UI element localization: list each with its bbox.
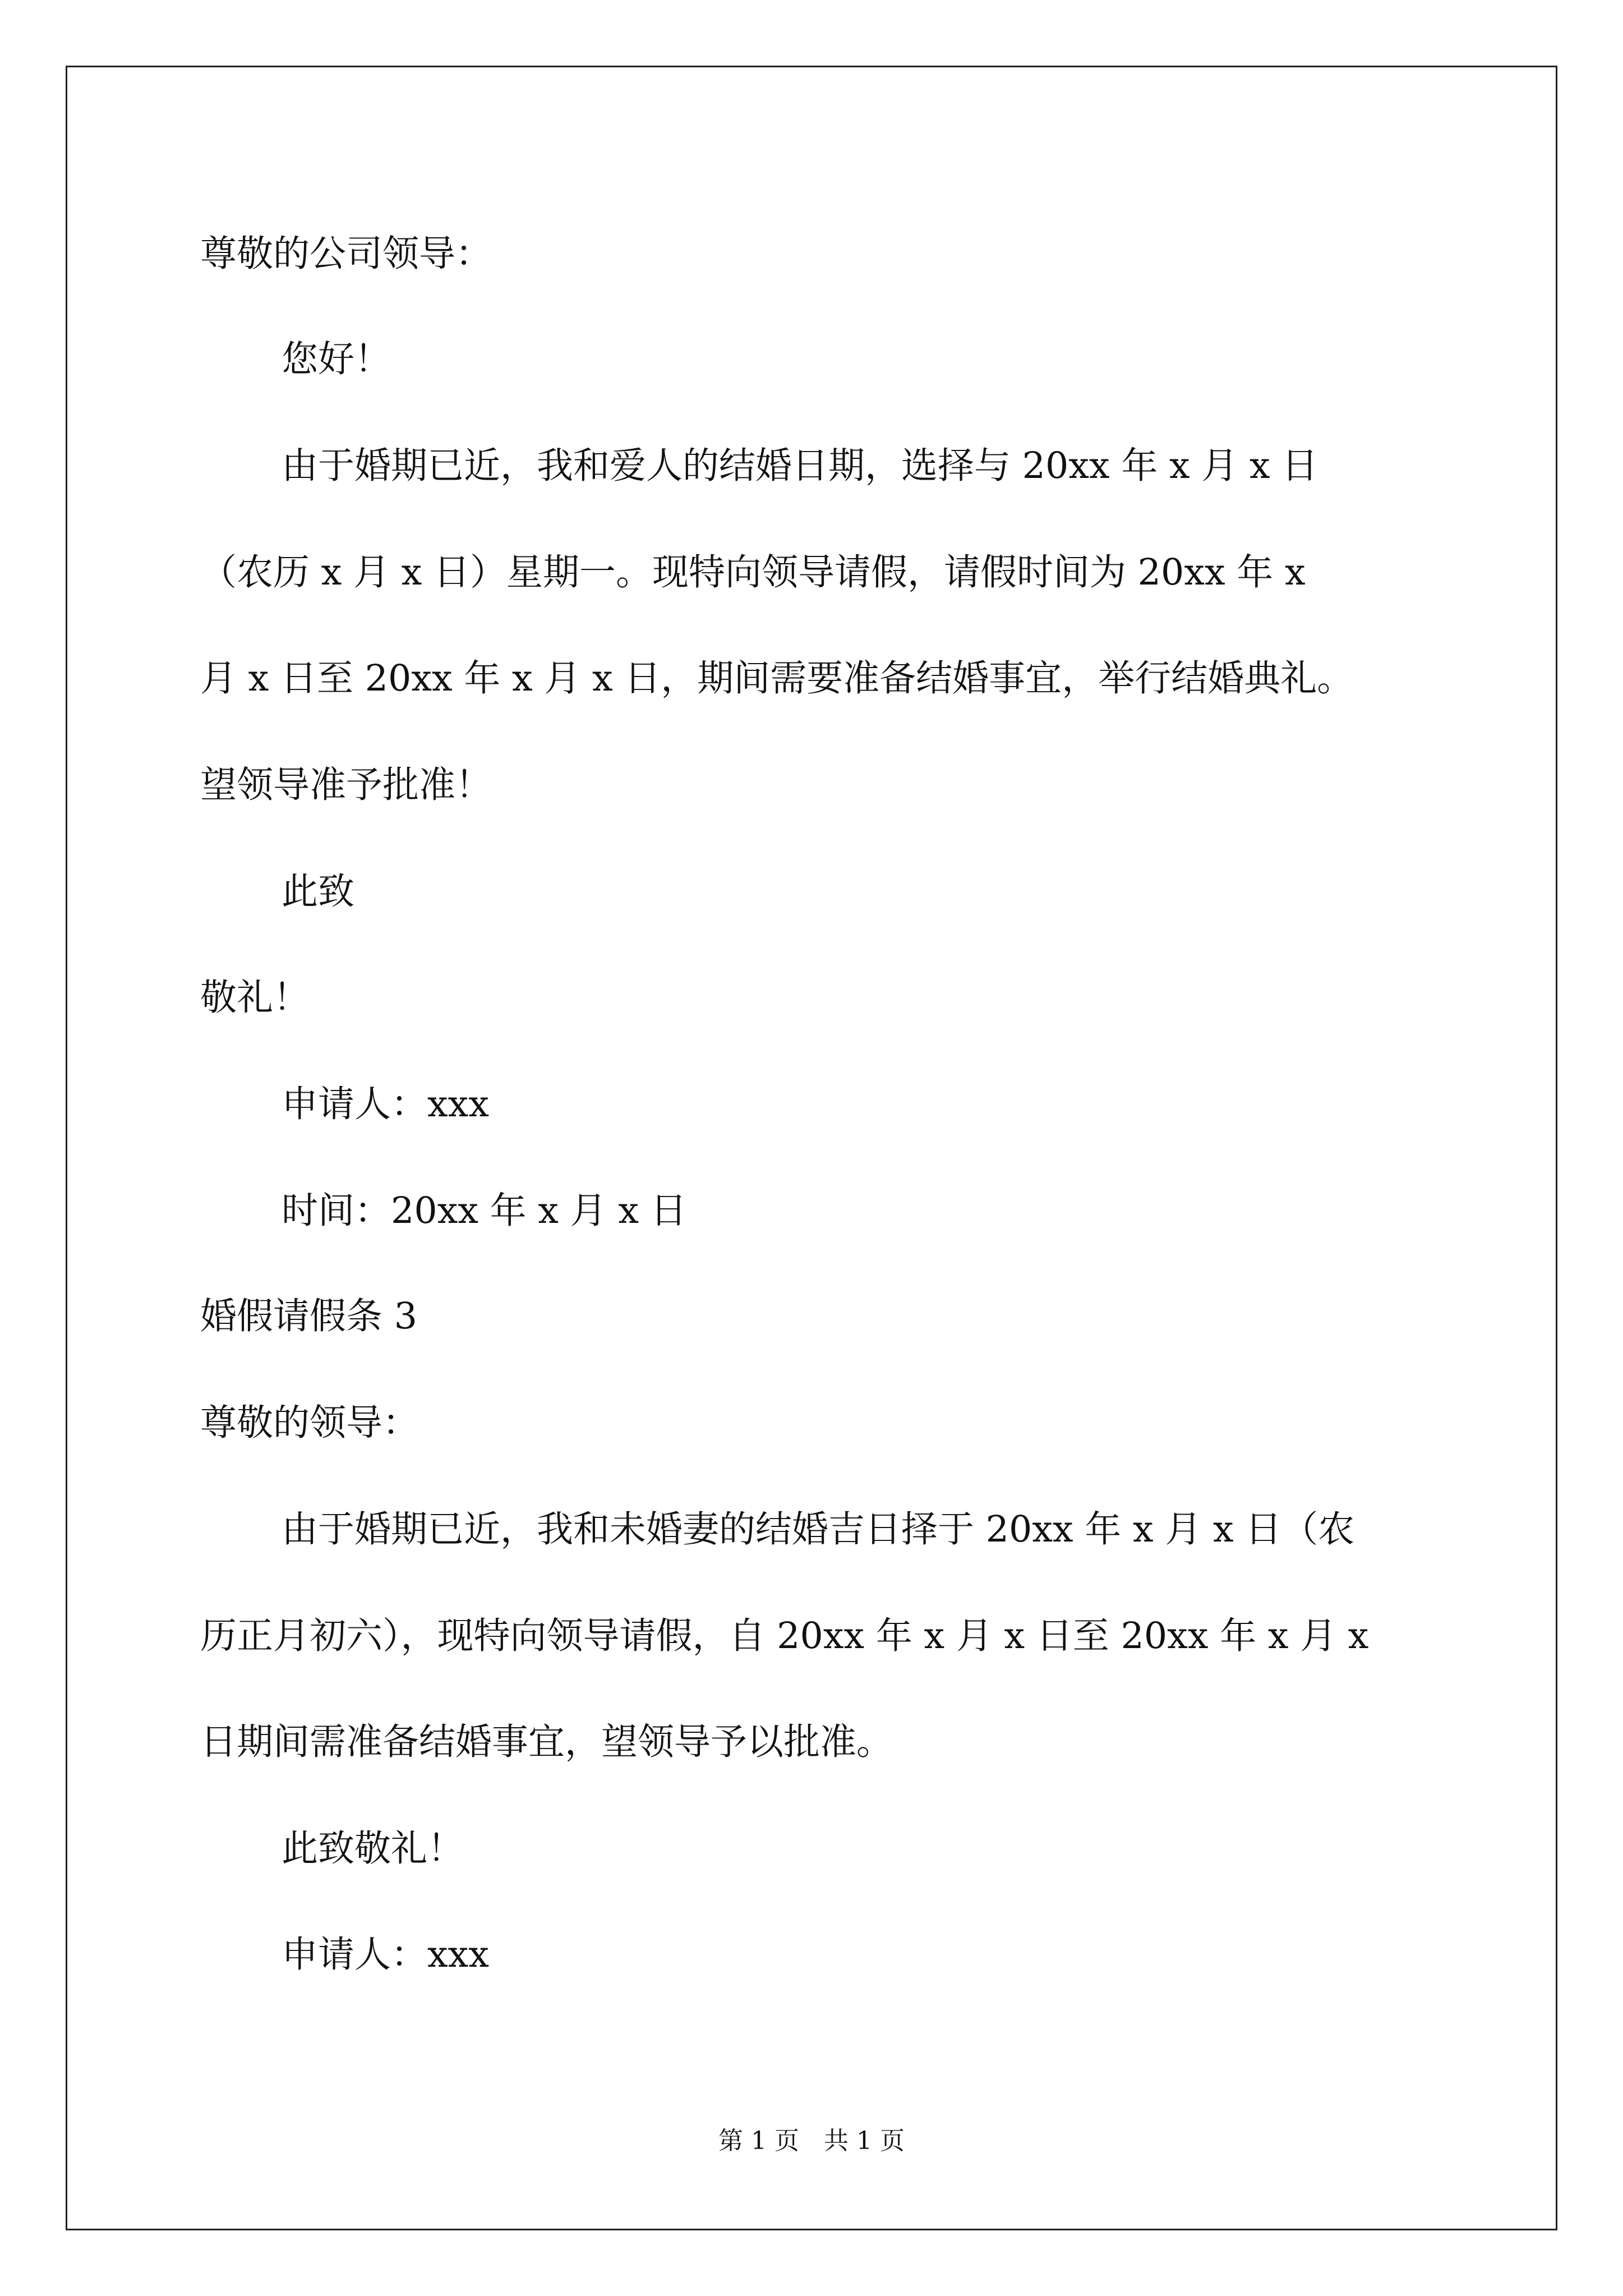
closing-line-2: 此致敬礼！	[282, 1828, 464, 1870]
page-number-footer: 第 1 页 共 1 页	[718, 2127, 905, 2155]
salutation-line: 尊敬的公司领导：	[200, 233, 492, 275]
body-line-2: （农历 x 月 x 日）星期一。现特向领导请假，请假时间为 20xx 年 x	[200, 551, 1306, 593]
regards-line: 敬礼！	[200, 977, 310, 1019]
date-line: 时间：20xx 年 x 月 x 日	[282, 1190, 687, 1232]
section-title: 婚假请假条 3	[200, 1295, 418, 1337]
body2-line-1: 由于婚期已近，我和未婚妻的结婚吉日择于 20xx 年 x 月 x 日（农	[282, 1508, 1355, 1550]
applicant-line-2: 申请人：xxx	[282, 1934, 489, 1976]
body-line-4: 望领导准予批准！	[200, 764, 492, 806]
closing-line: 此致	[282, 871, 355, 913]
page-frame	[66, 66, 1557, 2230]
body-line-1: 由于婚期已近，我和爱人的结婚日期，选择与 20xx 年 x 月 x 日	[282, 445, 1318, 487]
body2-line-2: 历正月初六），现特向领导请假，自 20xx 年 x 月 x 日至 20xx 年 x 月 x	[200, 1615, 1369, 1657]
salutation-line-2: 尊敬的领导：	[200, 1402, 419, 1444]
greeting-line: 您好！	[282, 338, 391, 380]
applicant-line: 申请人：xxx	[282, 1083, 489, 1125]
body-line-3: 月 x 日至 20xx 年 x 月 x 日，期间需要准备结婚事宜，举行结婚典礼。	[200, 657, 1354, 700]
body2-line-3: 日期间需准备结婚事宜，望领导予以批准。	[200, 1721, 893, 1763]
